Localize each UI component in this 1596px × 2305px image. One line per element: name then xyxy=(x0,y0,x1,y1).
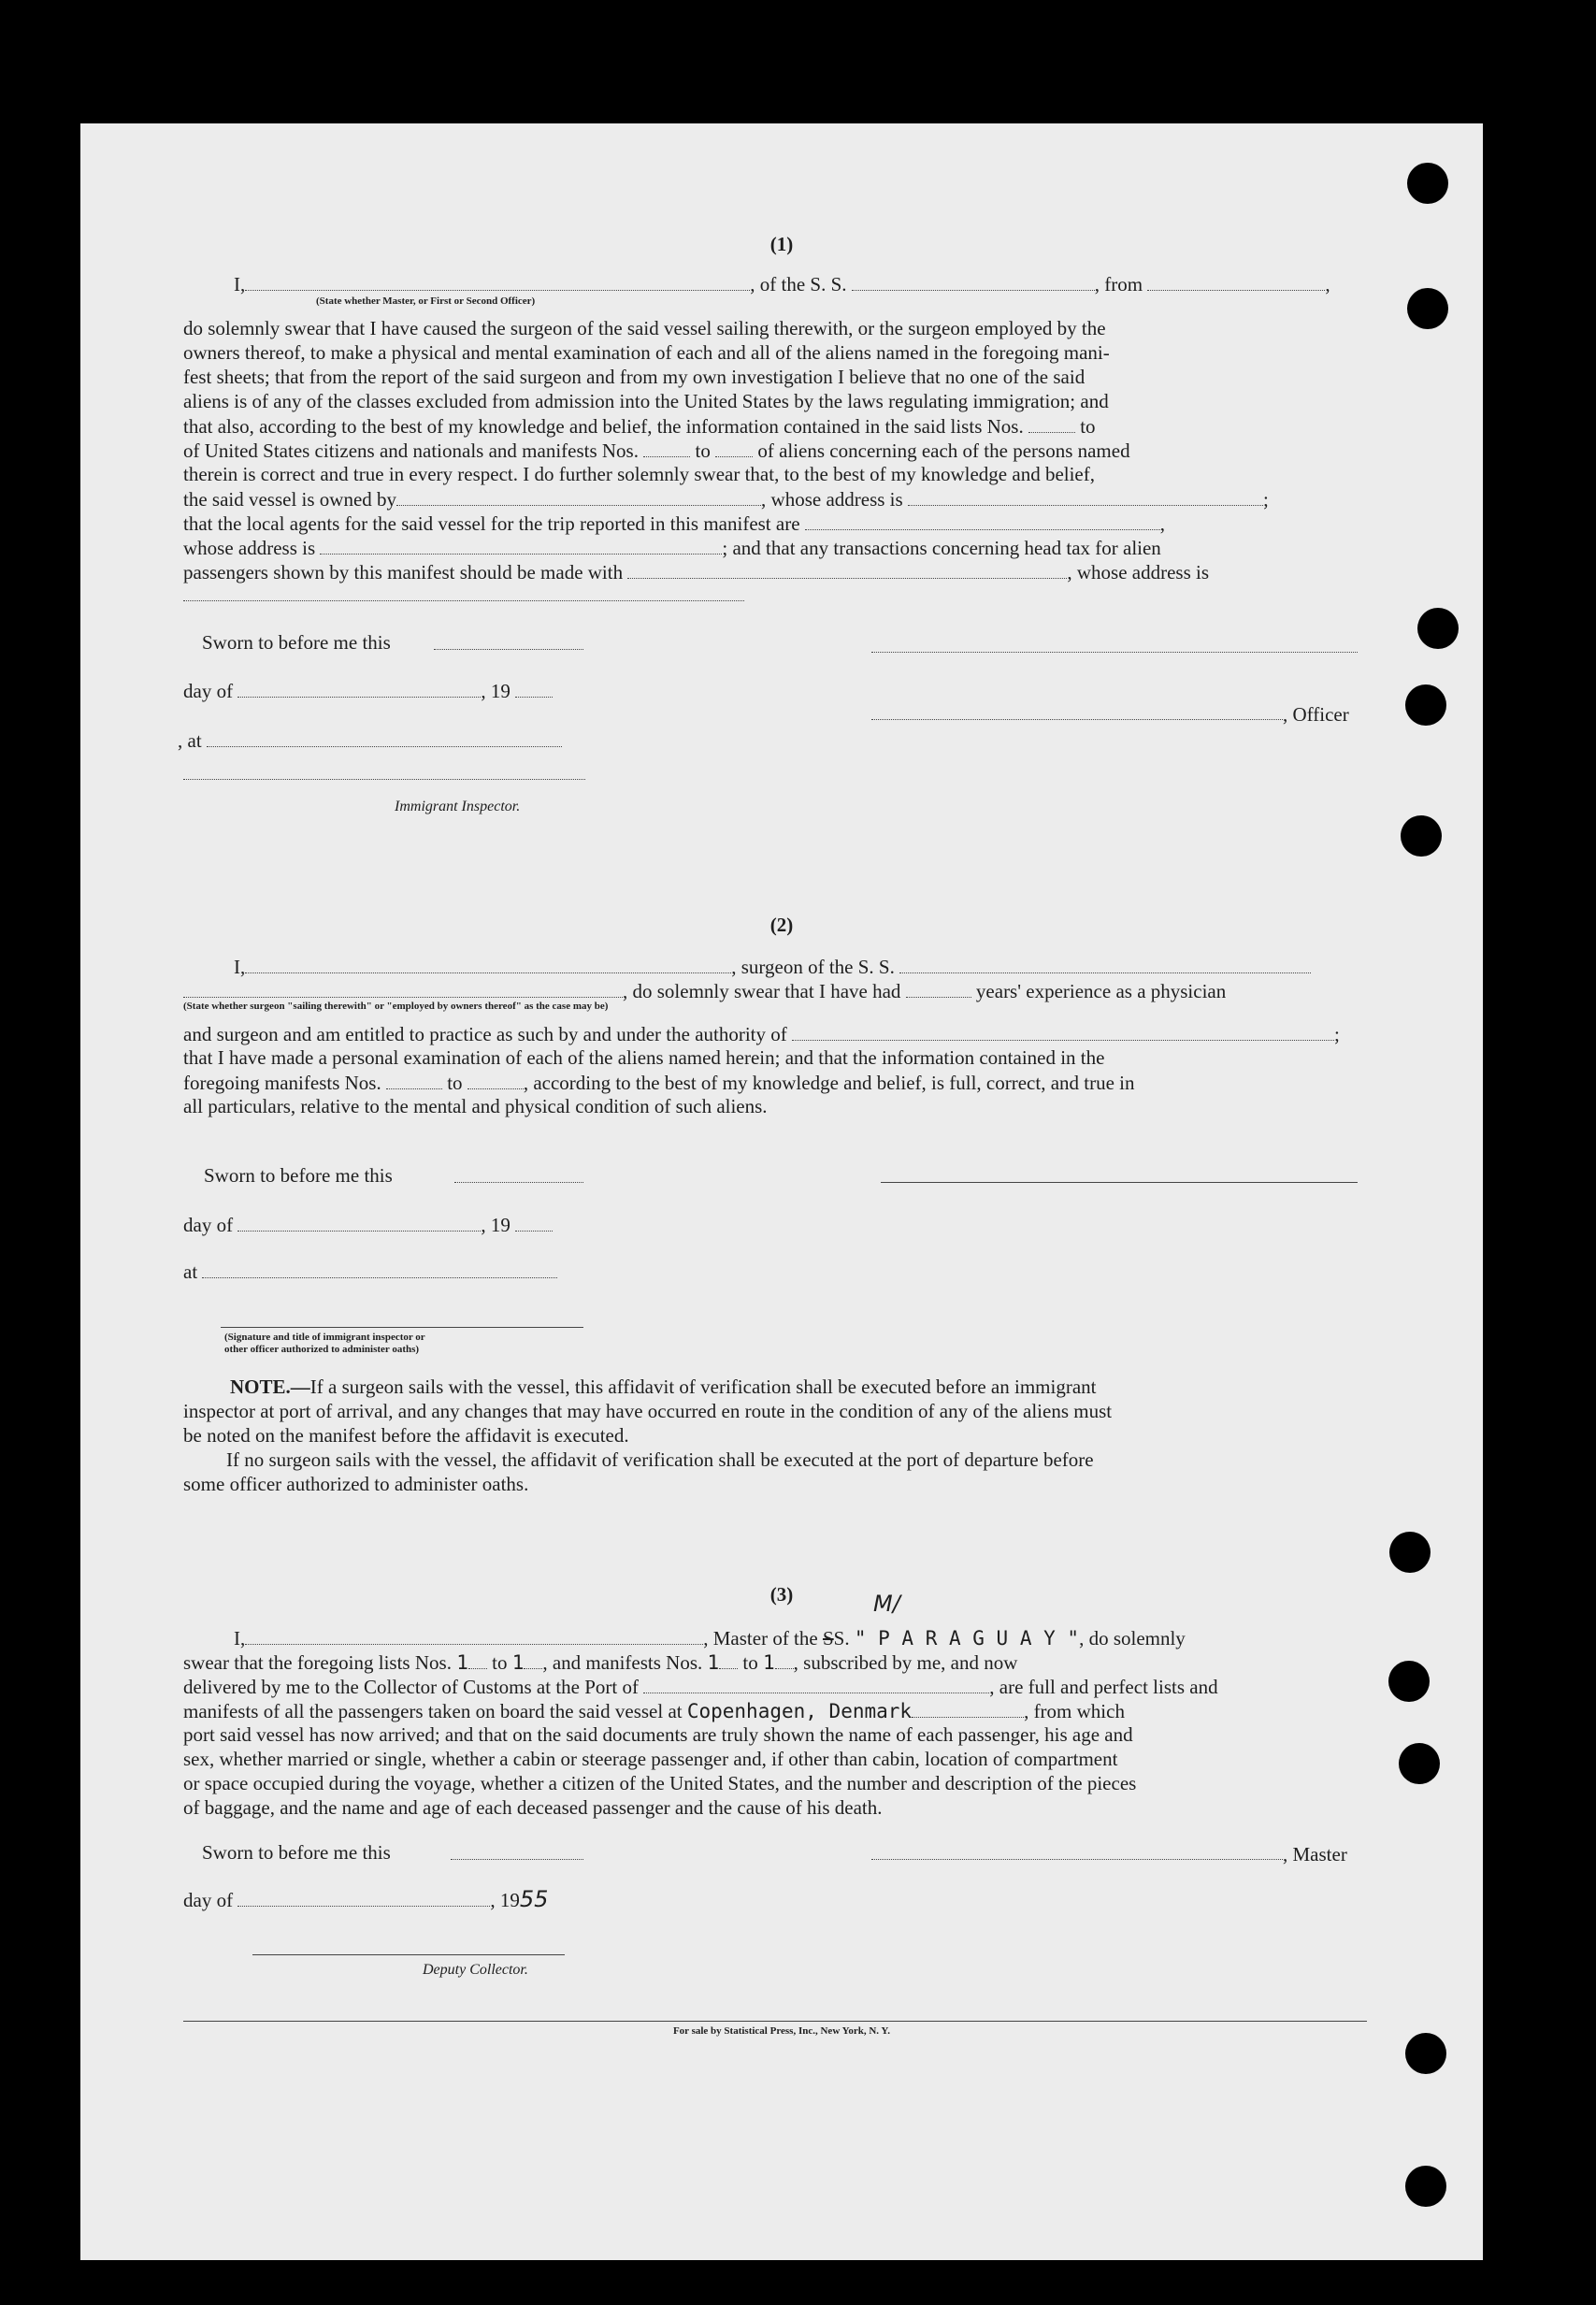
section3-ss-mark: M/ xyxy=(873,1591,900,1617)
section1-head-tax: whose address is ; and that any transactions concerning head tax for alien xyxy=(183,537,1161,559)
note-line-4: If no surgeon sails with the vessel, the affidavit of verification shall be executed at the port of departure before xyxy=(226,1448,1094,1471)
section2-foregoing: foregoing manifests Nos. to , according to the best of my knowledge and belief, is full, correct, and true in xyxy=(183,1072,1135,1094)
section1-officer: , Officer xyxy=(1283,703,1349,726)
section2-line1: I, , surgeon of the S. S. xyxy=(234,954,1311,979)
section2-signature-line xyxy=(881,1182,1358,1183)
section1-body-1: do solemnly swear that I have caused the surgeon of the said vessel sailing therewith, or the surgeon employed by the xyxy=(183,317,1106,339)
punch-hole xyxy=(1405,2033,1446,2074)
section1-sworn: Sworn to before me this xyxy=(202,631,391,654)
section1-day-of: day of , 19 xyxy=(183,678,553,703)
section2-authority: and surgeon and am entitled to practice as such by and under the authority of ; xyxy=(183,1023,1340,1045)
note-line-1: NOTE.—If a surgeon sails with the vessel, this affidavit of verification shall be executed before an immigrant xyxy=(230,1376,1097,1398)
section1-inspector-line xyxy=(183,779,585,780)
note-line-3: be noted on the manifest before the affidavit is executed. xyxy=(183,1424,629,1447)
punch-hole xyxy=(1389,1532,1431,1573)
section2-personal-exam: that I have made a personal examination of each of the aliens named herein; and that the information contained in the xyxy=(183,1046,1105,1069)
section3-body-2: sex, whether married or single, whether a cabin or steerage passenger and, if other than cabin, location of compartment xyxy=(183,1748,1118,1770)
section1-owned-by: the said vessel is owned by , whose address is ; xyxy=(183,488,1269,511)
section1-body-6: of United States citizens and nationals and manifests Nos. to of aliens concerning each of the persons named xyxy=(183,439,1130,462)
punch-hole xyxy=(1388,1661,1430,1702)
section1-body-3: fest sheets; that from the report of the said surgeon and from my own investigation I believe that no one of the said xyxy=(183,366,1086,388)
footer-rule xyxy=(183,2021,1367,2022)
section3-sworn: Sworn to before me this xyxy=(202,1841,391,1864)
section3-deputy: Deputy Collector. xyxy=(423,1962,528,1978)
punch-hole xyxy=(1407,163,1448,204)
note-line-2: inspector at port of arrival, and any changes that may have occurred en route in the condition of any of the aliens must xyxy=(183,1400,1113,1422)
vessel-name: " P A R A G U A Y " xyxy=(854,1627,1080,1650)
section2-sworn-line xyxy=(454,1182,583,1183)
section1-officer-line xyxy=(871,719,1283,720)
section2-day-of: day of , 19 xyxy=(183,1212,553,1237)
year-handwritten: 55 xyxy=(519,1886,549,1912)
footer-printer: For sale by Statistical Press, Inc., New York, N. Y. xyxy=(672,2025,891,2037)
section2-number: (2) xyxy=(769,914,794,936)
section2-line2: , do solemnly swear that I have had years' experience as a physician xyxy=(183,978,1226,1003)
section3-line3: delivered by me to the Collector of Customs at the Port of , are full and perfect lists and xyxy=(183,1676,1218,1698)
section3-sworn-line xyxy=(451,1859,583,1860)
port-of-departure: Copenhagen, Denmark xyxy=(686,1700,913,1722)
section1-local-agents: that the local agents for the said vessel for the trip reported in this manifest are , xyxy=(183,512,1166,535)
section3-deputy-line xyxy=(252,1954,565,1955)
section2-sig-caption-2: other officer authorized to administer oaths) xyxy=(224,1344,420,1355)
punch-hole xyxy=(1417,608,1459,649)
section2-sworn: Sworn to before me this xyxy=(204,1164,393,1187)
section3-day-of: day of , 1955 xyxy=(183,1886,549,1912)
section1-passengers: passengers shown by this manifest should be made with , whose address is xyxy=(183,561,1210,583)
section3-number: (3) xyxy=(769,1583,794,1606)
punch-hole xyxy=(1405,684,1446,726)
note-line-5: some officer authorized to administer oaths. xyxy=(183,1473,529,1495)
manifest-affidavit-page xyxy=(80,123,1483,2260)
punch-hole xyxy=(1405,2166,1446,2207)
section1-body-5: that also, according to the best of my knowledge and belief, the information contained in the said lists Nos. to xyxy=(183,415,1096,438)
section3-line2: swear that the foregoing lists Nos. 1 to 1 , and manifests Nos. 1 to 1 , subscribed by me, and now xyxy=(183,1651,1018,1674)
section3-line1: I, , Master of the SS. " P A R A G U A Y ", do solemnly xyxy=(234,1627,1186,1650)
section3-master-line xyxy=(871,1859,1283,1860)
punch-hole xyxy=(1407,288,1448,329)
section1-officer-line-top xyxy=(871,652,1358,653)
section3-line4: manifests of all the passengers taken on board the said vessel at Copenhagen, Denmark , from which xyxy=(183,1700,1125,1722)
section2-caption: (State whether surgeon "sailing therewith" or "employed by owners thereof" as the case may be) xyxy=(183,1001,609,1012)
section2-sig-caption-1: (Signature and title of immigrant inspector or xyxy=(224,1332,425,1343)
section1-at: , at xyxy=(178,728,562,753)
section1-number: (1) xyxy=(769,233,794,255)
section1-body-2: owners thereof, to make a physical and mental examination of each and all of the aliens named in the foregoing mani- xyxy=(183,341,1110,364)
section2-particulars: all particulars, relative to the mental and physical condition of such aliens. xyxy=(183,1095,768,1117)
section1-body-4: aliens is of any of the classes excluded from admission into the United States by the laws regulating immigration; and xyxy=(183,390,1109,412)
section2-sig-line xyxy=(221,1327,583,1328)
section1-address-line xyxy=(183,600,744,601)
punch-hole xyxy=(1401,815,1442,857)
section1-sworn-line xyxy=(434,649,583,650)
punch-hole xyxy=(1399,1743,1440,1784)
section2-at: at xyxy=(183,1259,557,1284)
section1-body-7: therein is correct and true in every respect. I do further solemnly swear that, to the best of my knowledge and belief, xyxy=(183,463,1095,485)
section3-body-1: port said vessel has now arrived; and that on the said documents are truly shown the name of each passenger, his age and xyxy=(183,1723,1133,1746)
section1-inspector: Immigrant Inspector. xyxy=(395,799,521,814)
section3-body-3: or space occupied during the voyage, whether a citizen of the United States, and the number and description of the pieces xyxy=(183,1772,1137,1794)
section1-line1: I, , of the S. S. , from , xyxy=(234,273,1330,295)
section3-body-4: of baggage, and the name and age of each deceased passenger and the cause of his death. xyxy=(183,1796,883,1819)
section1-caption: (State whether Master, or First or Second Officer) xyxy=(316,295,536,307)
section3-master: , Master xyxy=(1283,1843,1347,1866)
